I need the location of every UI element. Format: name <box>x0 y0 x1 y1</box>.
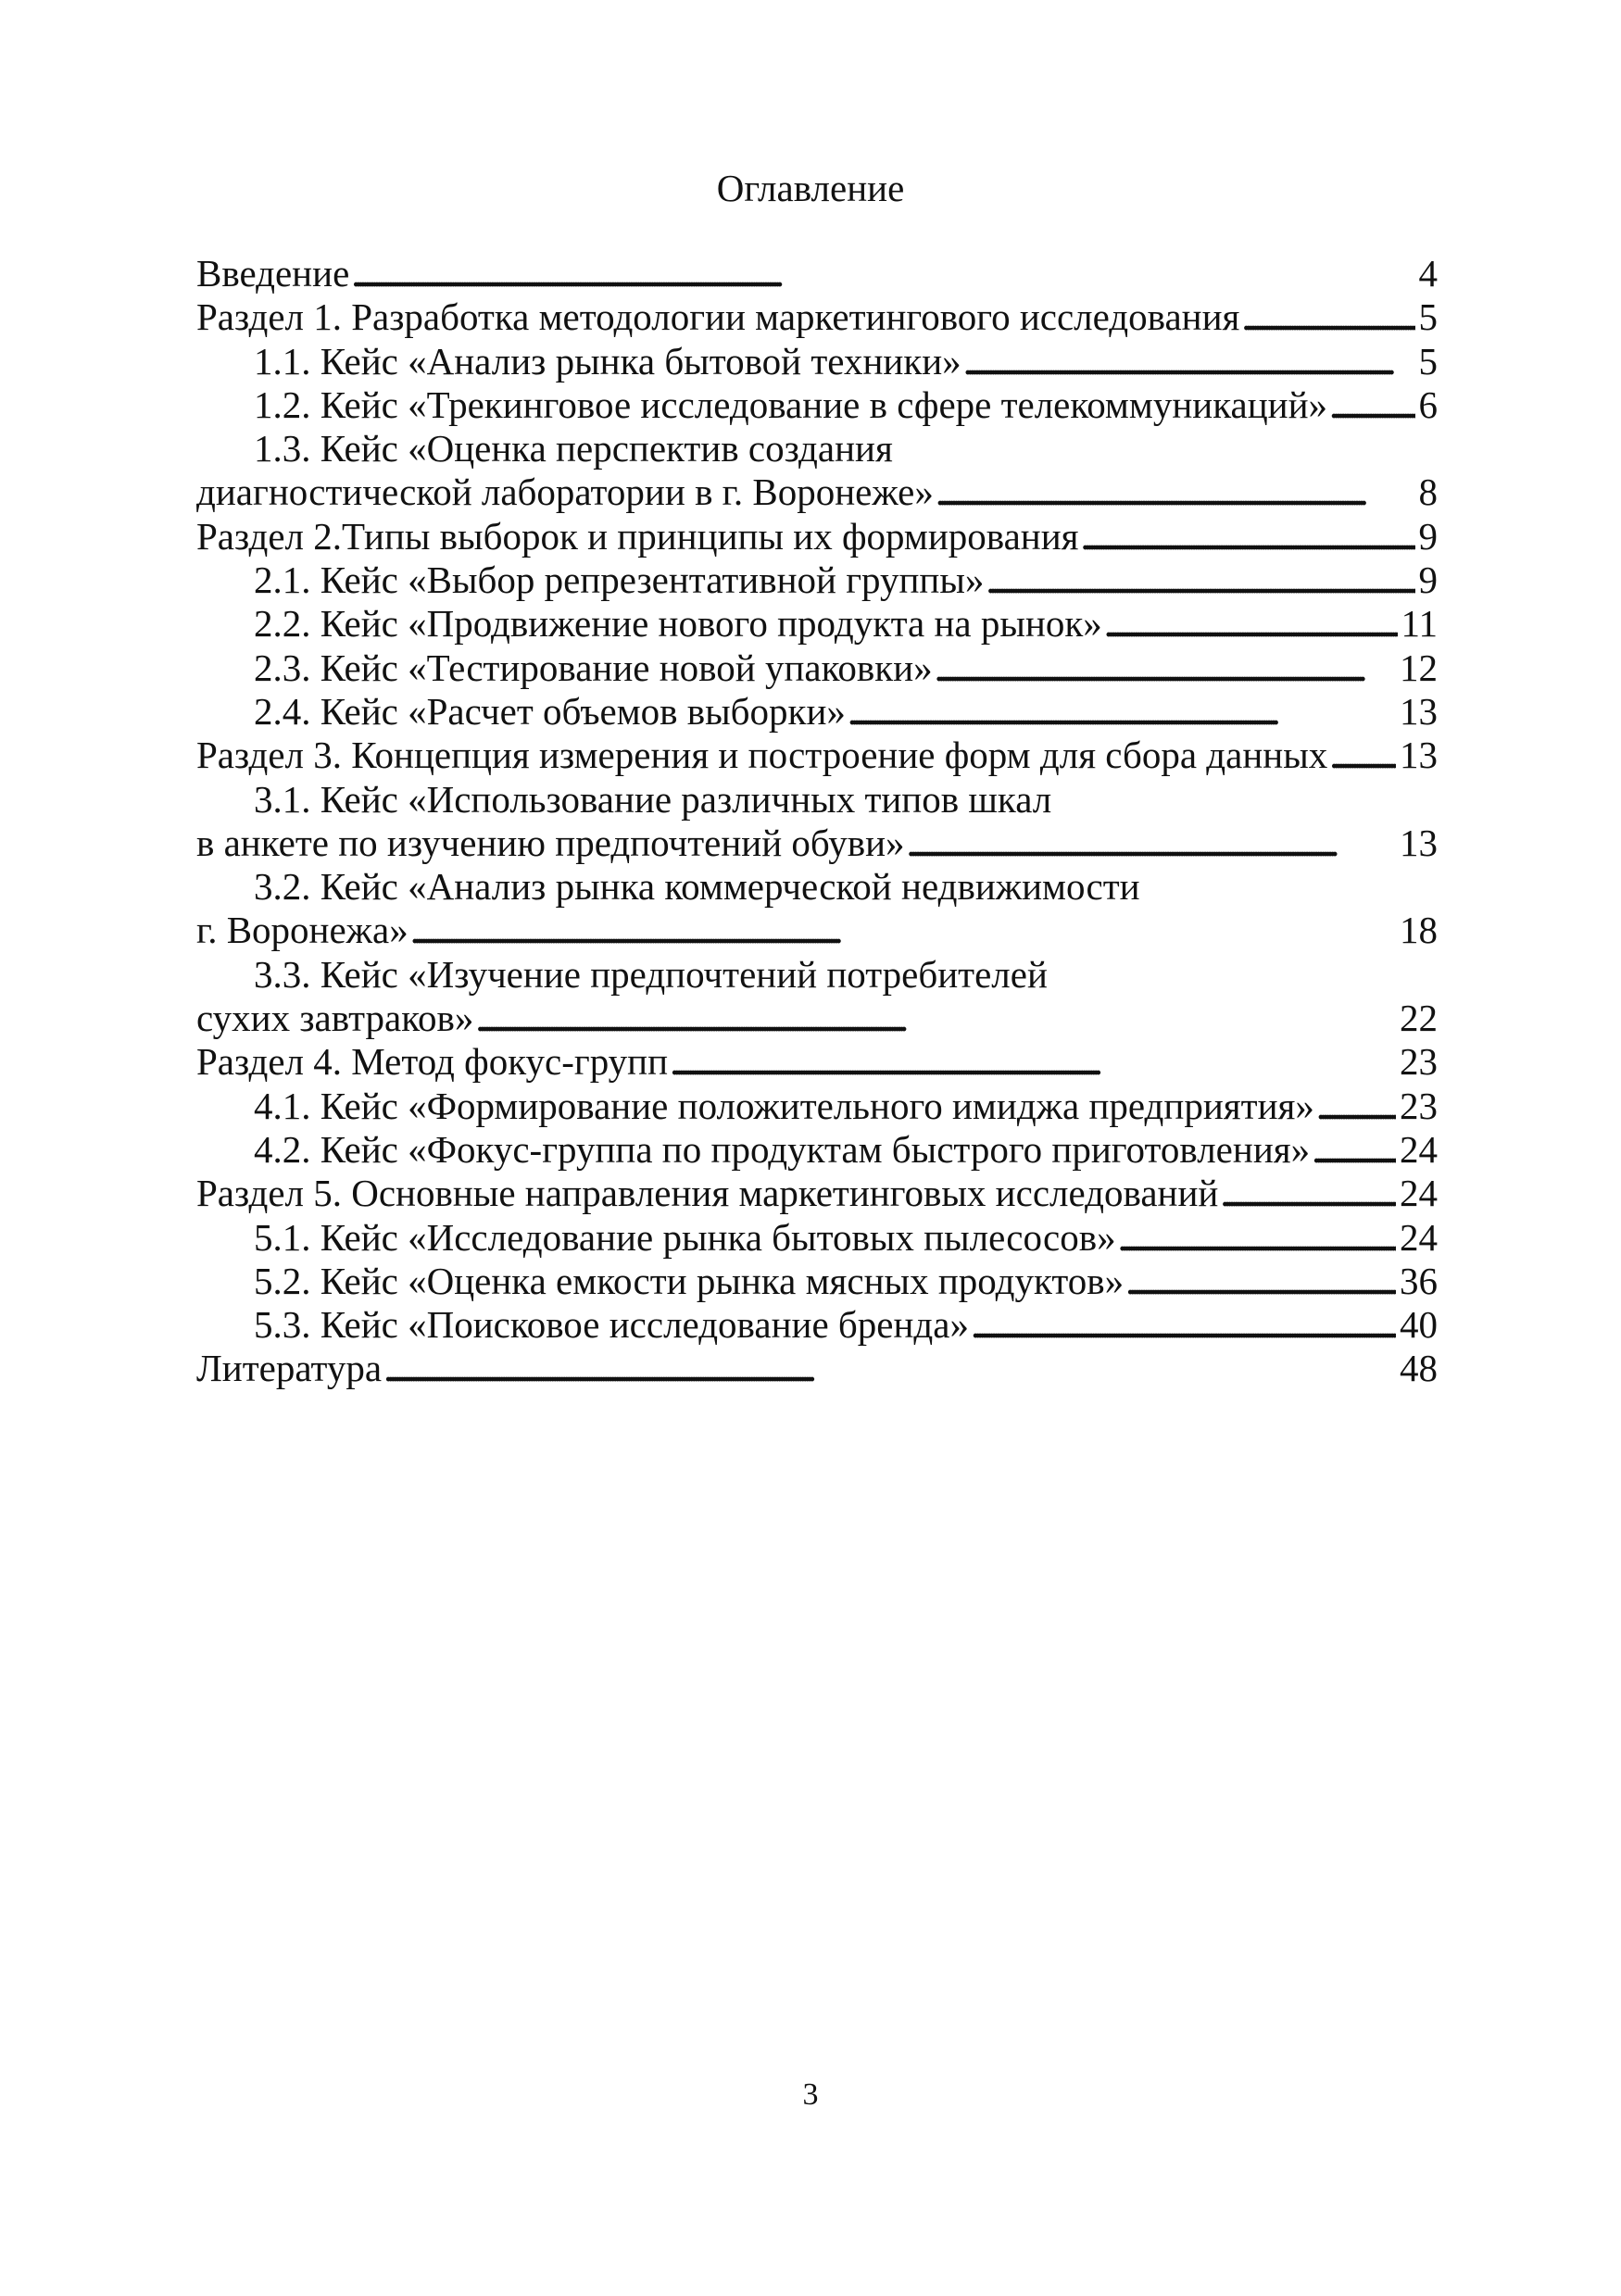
toc-entry-title: 1.3. Кейс «Оценка перспектив создания <box>254 427 893 470</box>
toc-entry-page: 24 <box>1400 1172 1438 1215</box>
toc-entry[interactable] <box>196 953 1438 997</box>
toc-dot-leader <box>1316 1085 1396 1128</box>
toc-dot-leader <box>1081 515 1415 558</box>
toc-entry[interactable] <box>196 383 1438 427</box>
toc-entry-page: 4 <box>1418 252 1438 295</box>
toc-entry-title: 5.1. Кейс «Исследование рынка бытовых пылесосов» <box>254 1215 1116 1259</box>
toc-entry[interactable] <box>196 822 1438 865</box>
toc-dot-leader <box>1118 1216 1396 1260</box>
toc-entry-title: 2.3. Кейс «Тестирование новой упаковки» <box>254 646 933 689</box>
toc-entry[interactable] <box>196 778 1438 822</box>
toc-entry[interactable] <box>196 470 1438 514</box>
toc-entry-title: Раздел 2.Типы выборок и принципы их формирования <box>196 514 1079 558</box>
toc-entry[interactable] <box>196 340 1438 383</box>
toc-entry-page: 23 <box>1400 1040 1438 1084</box>
toc-dot-leader <box>1241 295 1414 339</box>
toc-entry[interactable] <box>196 997 1438 1040</box>
toc-entry-page: 13 <box>1400 734 1438 777</box>
toc-entry[interactable] <box>196 1260 1438 1303</box>
toc-entry-title: 2.1. Кейс «Выбор репрезентативной группы» <box>254 558 985 602</box>
toc-entry-title: 3.2. Кейс «Анализ рынка коммерческой недвижимости <box>254 865 1140 909</box>
toc-dot-leader <box>1104 602 1398 646</box>
toc-dot-leader <box>475 997 1396 1040</box>
toc-entry-title: Раздел 4. Метод фокус-групп <box>196 1040 669 1084</box>
toc-entry-title: 1.2. Кейс «Трекинговое исследование в сфере телекоммуникаций» <box>254 383 1328 426</box>
toc-dot-leader <box>848 690 1396 734</box>
toc-entry-title: г. Воронежа» <box>196 909 408 952</box>
toc-entry-page: 9 <box>1418 558 1438 602</box>
toc-entry-title: 3.3. Кейс «Изучение предпочтений потребителей <box>254 952 1048 996</box>
toc-entry-title: 4.2. Кейс «Фокус-группа по продуктам быстрого приготовления» <box>254 1127 1311 1171</box>
toc-entry[interactable] <box>196 1128 1438 1172</box>
toc-entry-page: 11 <box>1401 602 1438 646</box>
toc-entry[interactable] <box>196 1085 1438 1128</box>
toc-entry[interactable] <box>196 295 1438 339</box>
toc-entry-page: 40 <box>1400 1303 1438 1347</box>
toc-entry-page: 24 <box>1400 1127 1438 1171</box>
toc-entry-page: 18 <box>1400 909 1438 952</box>
toc-dot-leader <box>935 646 1396 690</box>
toc-entry[interactable] <box>196 1303 1438 1347</box>
toc-entry[interactable] <box>196 602 1438 646</box>
toc-entry-page: 22 <box>1400 997 1438 1040</box>
page-title: Оглавление <box>716 167 905 209</box>
toc-dot-leader <box>1329 734 1396 777</box>
toc-entry-title: Введение <box>196 252 350 295</box>
toc-dot-leader <box>1329 383 1414 427</box>
table-of-contents <box>196 252 1438 1391</box>
toc-dot-leader <box>936 470 1415 514</box>
toc-dot-leader <box>1312 1128 1396 1172</box>
toc-entry[interactable] <box>196 515 1438 558</box>
toc-entry[interactable] <box>196 865 1438 909</box>
toc-entry-title: в анкете по изучению предпочтений обуви» <box>196 821 905 864</box>
toc-entry-page: 24 <box>1400 1215 1438 1259</box>
toc-entry-title: 2.4. Кейс «Расчет объемов выборки» <box>254 689 846 733</box>
toc-dot-leader <box>410 909 1396 952</box>
toc-dot-leader <box>971 1303 1396 1347</box>
toc-entry-title: Раздел 5. Основные направления маркетинговых исследований <box>196 1172 1219 1215</box>
toc-entry-title: Литература <box>196 1347 383 1390</box>
toc-entry-page: 9 <box>1418 514 1438 558</box>
toc-entry[interactable] <box>196 1172 1438 1215</box>
toc-dot-leader <box>1125 1260 1396 1303</box>
toc-entry[interactable] <box>196 558 1438 602</box>
toc-dot-leader <box>986 558 1414 602</box>
toc-entry[interactable] <box>196 1216 1438 1260</box>
toc-entry[interactable] <box>196 1040 1438 1084</box>
toc-entry-page: 23 <box>1400 1084 1438 1127</box>
toc-entry-page: 6 <box>1418 383 1438 426</box>
toc-entry-page: 48 <box>1400 1347 1438 1390</box>
toc-entry[interactable] <box>196 646 1438 690</box>
toc-entry-title: Раздел 1. Разработка методологии маркетингового исследования <box>196 295 1240 339</box>
toc-entry-page: 13 <box>1400 689 1438 733</box>
toc-entry-title: 5.2. Кейс «Оценка емкости рынка мясных продуктов» <box>254 1259 1125 1302</box>
toc-entry[interactable] <box>196 734 1438 777</box>
toc-entry[interactable] <box>196 252 1438 295</box>
toc-entry[interactable] <box>196 1347 1438 1390</box>
toc-dot-leader <box>351 252 1414 295</box>
toc-entry-page: 5 <box>1418 339 1438 383</box>
toc-entry-title: 1.1. Кейс «Анализ рынка бытовой техники» <box>254 339 961 383</box>
toc-entry-title: сухих завтраков» <box>196 997 474 1040</box>
toc-entry-page: 12 <box>1400 646 1438 689</box>
toc-dot-leader <box>907 822 1396 865</box>
toc-entry[interactable] <box>196 909 1438 952</box>
toc-entry-title: 4.1. Кейс «Формирование положительного имиджа предприятия» <box>254 1084 1314 1127</box>
toc-entry-title: 3.1. Кейс «Использование различных типов шкал <box>254 777 1052 821</box>
toc-entry[interactable] <box>196 427 1438 470</box>
toc-dot-leader <box>963 340 1415 383</box>
toc-entry-title: 2.2. Кейс «Продвижение нового продукта на рынок» <box>254 602 1102 646</box>
toc-entry-title: Раздел 3. Концепция измерения и построение форм для сбора данных <box>196 734 1328 777</box>
toc-entry[interactable] <box>196 690 1438 734</box>
toc-dot-leader <box>1220 1172 1396 1215</box>
toc-dot-leader <box>383 1347 1396 1390</box>
toc-entry-title: 5.3. Кейс «Поисковое исследование бренда» <box>254 1303 969 1347</box>
toc-entry-page: 36 <box>1400 1259 1438 1302</box>
toc-dot-leader <box>670 1040 1396 1084</box>
toc-entry-page: 13 <box>1400 821 1438 864</box>
toc-entry-page: 8 <box>1418 470 1438 514</box>
toc-entry-page: 5 <box>1418 295 1438 339</box>
toc-entry-title: диагностической лаборатории в г. Воронеже» <box>196 470 934 514</box>
page-number: 3 <box>802 2077 819 2112</box>
